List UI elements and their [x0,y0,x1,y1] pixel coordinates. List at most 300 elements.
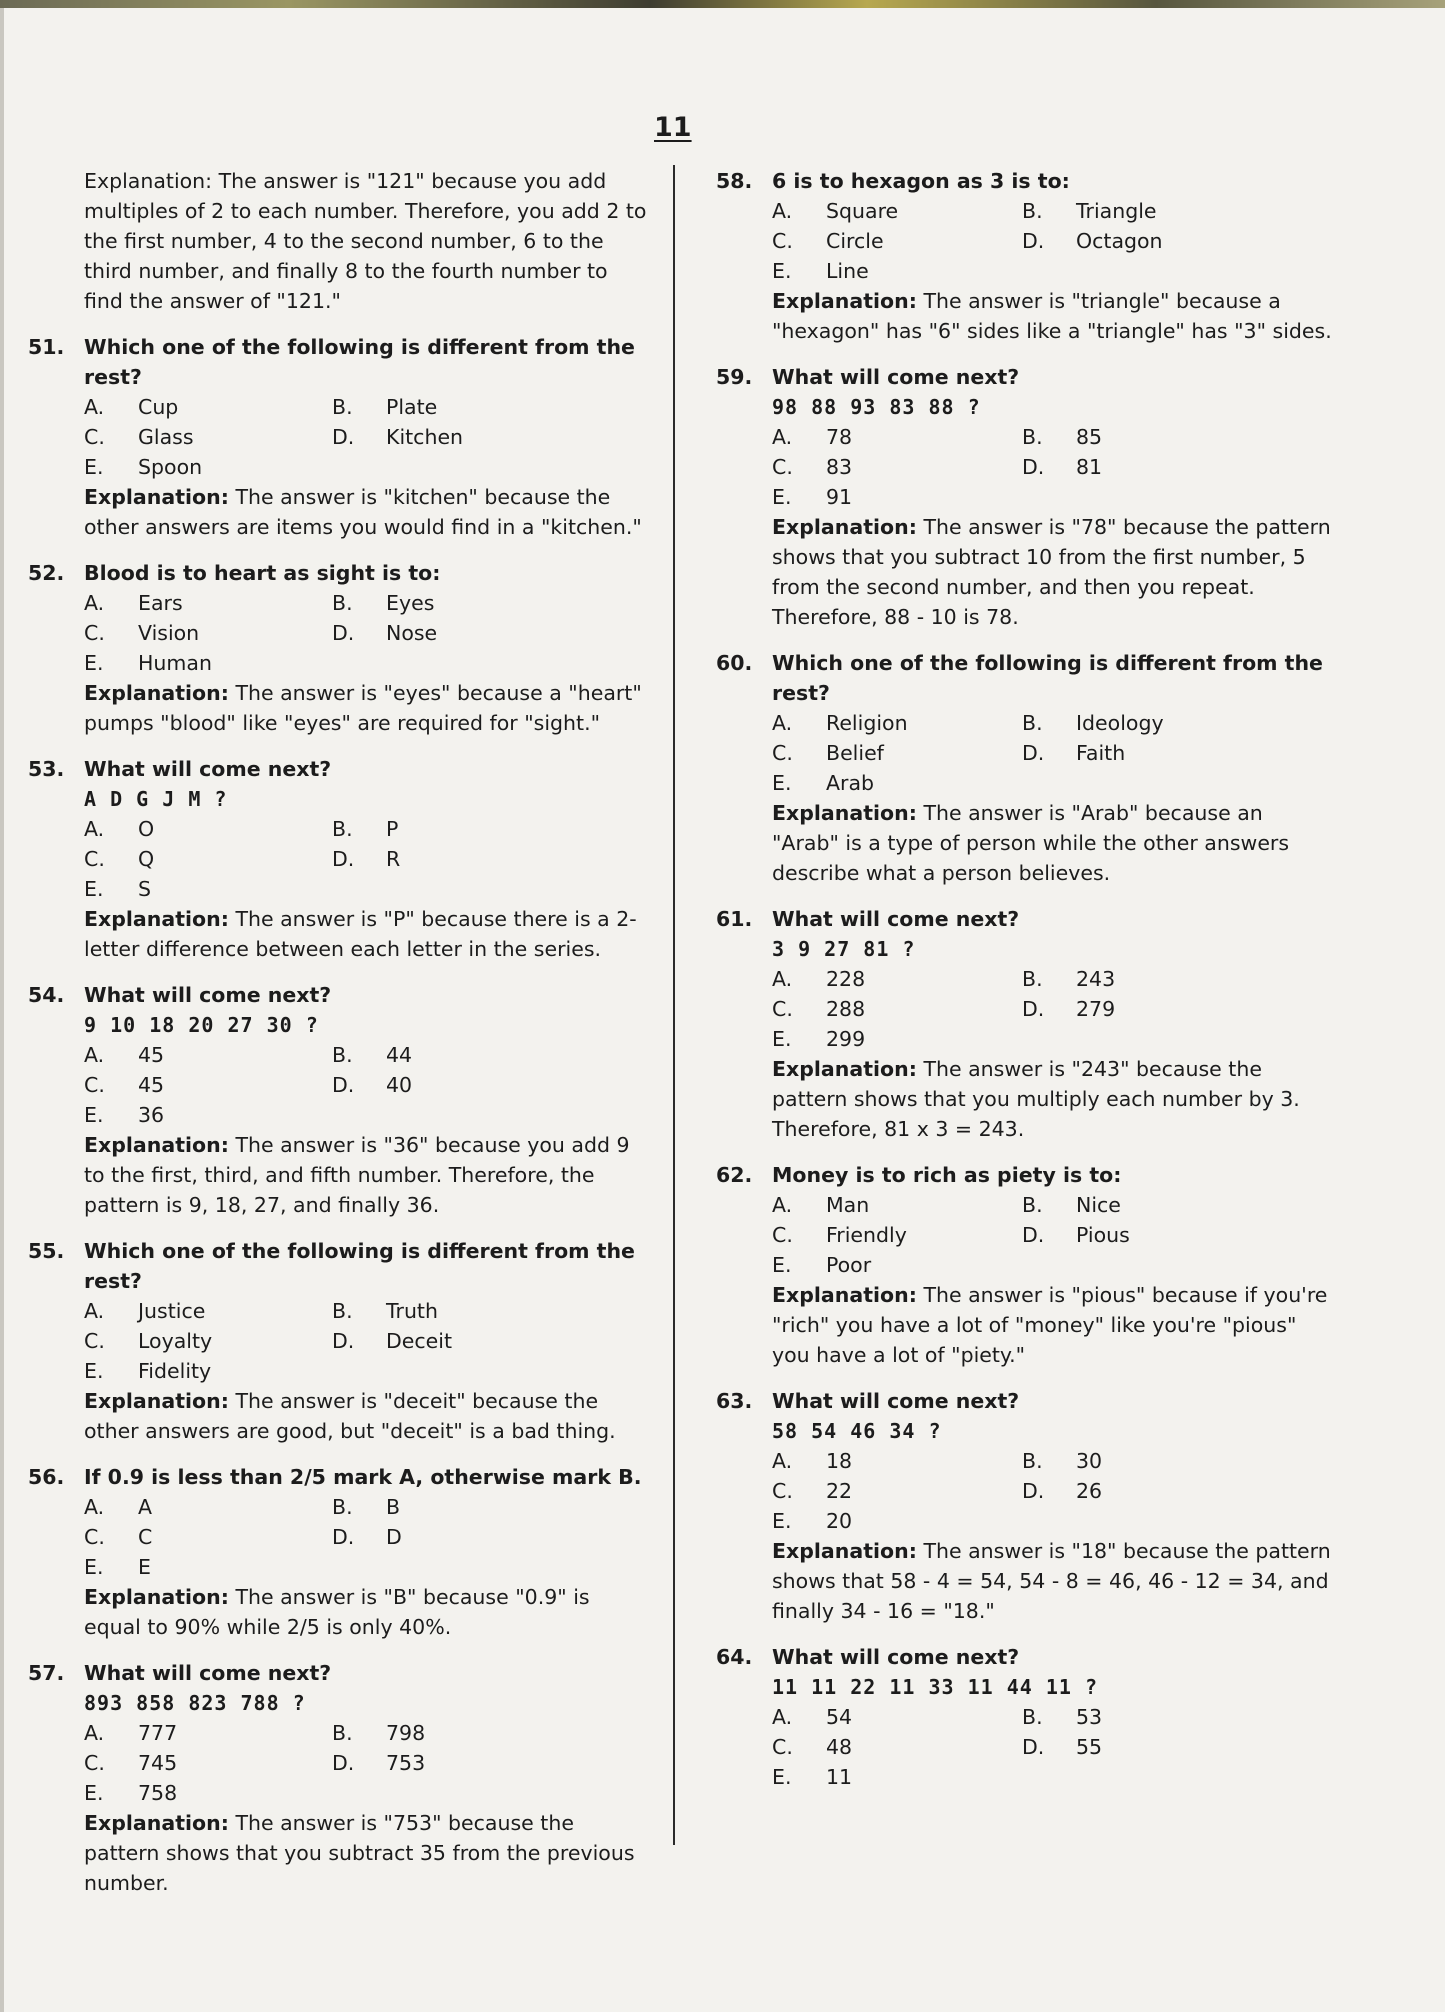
explanation-text: The answer is "36" because you add 9 to the first, third, and fifth number. Therefore, the pattern is 9, 18, 27, and finally 36. [84,1133,630,1217]
question-text: Which one of the following is different from the rest? [772,651,1323,705]
option-text: 279 [1076,997,1116,1021]
option-text: Kitchen [386,425,464,449]
answer-option [332,588,592,618]
option-text: Truth [386,1299,438,1323]
question-text: Money is to rich as piety is to: [772,1163,1122,1187]
question-text: What will come next? [84,757,332,781]
answer-option [772,226,1022,256]
option-text: Religion [826,711,908,735]
option-text: Octagon [1076,229,1163,253]
question-number: 58. [716,169,753,193]
option-letter: D. [332,1525,355,1549]
question-sequence: 58 54 46 34 ? [772,1419,942,1443]
option-text: 85 [1076,425,1103,449]
option-letter: D. [1022,1223,1045,1247]
answer-option [1022,1190,1272,1220]
answer-option [84,452,332,482]
option-letter: B. [1022,425,1043,449]
explanation [716,1536,1336,1626]
explanation-label: Explanation: [772,289,917,313]
option-letter: A. [772,1193,793,1217]
option-letter: B. [1022,711,1043,735]
question-heading [716,904,1336,934]
option-text: 54 [826,1705,853,1729]
question-number: 63. [716,1389,753,1413]
question-sequence: 11 11 22 11 33 11 44 11 ? [772,1675,1099,1699]
option-letter: C. [84,621,105,645]
answer-option [332,392,592,422]
option-letter: C. [84,847,105,871]
answer-option [84,1326,332,1356]
question-number: 56. [28,1465,65,1489]
question-text: 6 is to hexagon as 3 is to: [772,169,1070,193]
lead-explanation: Explanation: The answer is "121" because you add multiples of 2 to each number. Therefore, you add 2 to the first number, 4 to the second number, 6 to the third number, and finally 8 to the fourth number to find the answer of "121." [84,169,647,313]
answer-option [1022,196,1272,226]
option-text: 299 [826,1027,866,1051]
answer-option [772,452,1022,482]
answer-option [84,392,332,422]
option-letter: A. [84,395,105,419]
explanation-label: Explanation: [84,1389,229,1413]
question-text: If 0.9 is less than 2/5 mark A, otherwise mark B. [84,1465,642,1489]
answer-option [332,1718,592,1748]
question-block [716,1160,1336,1370]
answer-option [84,874,332,904]
option-text: Line [826,259,869,283]
answer-options [716,1446,1336,1536]
question-number: 54. [28,983,65,1007]
option-letter: D. [1022,455,1045,479]
answer-option [1022,1702,1272,1732]
explanation-label: Explanation: [84,1811,229,1835]
explanation-label: Explanation: [84,485,229,509]
answer-option [772,1446,1022,1476]
question-block [28,754,650,964]
answer-option [84,1356,332,1386]
option-text: 30 [1076,1449,1103,1473]
option-letter: D. [332,1073,355,1097]
option-text: 753 [386,1751,426,1775]
option-letter: C. [772,229,793,253]
option-text: Deceit [386,1329,453,1353]
answer-option [772,196,1022,226]
option-letter: A. [84,1299,105,1323]
option-text: 44 [386,1043,413,1067]
option-letter: D. [332,847,355,871]
option-text: 53 [1076,1705,1103,1729]
question-number: 64. [716,1645,753,1669]
option-letter: D. [332,621,355,645]
question-text: What will come next? [772,907,1020,931]
answer-option [1022,994,1272,1024]
answer-option [84,422,332,452]
option-text: Plate [386,395,438,419]
explanation-text: The answer is "243" because the pattern shows that you multiply each number by 3. Therefore, 81 x 3 = 243. [772,1057,1300,1141]
option-text: Q [138,847,155,871]
answer-option [772,1506,1022,1536]
option-letter: D. [332,1329,355,1353]
explanation-text: The answer is "triangle" because a "hexagon" has "6" sides like a "triangle" has "3" sides. [772,289,1332,343]
option-text: 288 [826,997,866,1021]
left-question-list [28,332,650,1898]
option-letter: A. [772,711,793,735]
question-sequence: 98 88 93 83 88 ? [772,395,981,419]
answer-options [28,588,650,678]
explanation [28,1808,650,1898]
left-column [28,166,650,1898]
option-letter: B. [1022,1449,1043,1473]
question-text: What will come next? [84,1661,332,1685]
answer-option [332,1326,592,1356]
question-text: What will come next? [84,983,332,1007]
explanation-label: Explanation: [84,681,229,705]
option-letter: D. [1022,229,1045,253]
answer-option [332,1296,592,1326]
question-heading [716,166,1336,196]
option-letter: B. [332,591,353,615]
option-text: Friendly [826,1223,907,1247]
option-text: 91 [826,485,853,509]
option-letter: D. [1022,1479,1045,1503]
option-letter: A. [772,967,793,991]
answer-option [332,844,592,874]
option-text: Vision [138,621,200,645]
explanation [716,798,1336,888]
option-text: 798 [386,1721,426,1745]
answer-option [1022,1476,1272,1506]
answer-option [84,1522,332,1552]
explanation [716,1054,1336,1144]
option-text: 78 [826,425,853,449]
answer-option [772,1220,1022,1250]
right-column [716,166,1336,1792]
question-heading [28,1462,650,1492]
answer-option [772,708,1022,738]
option-text: Glass [138,425,194,449]
option-letter: B. [332,1299,353,1323]
question-heading [28,558,650,588]
answer-option [1022,964,1272,994]
option-letter: B. [1022,1705,1043,1729]
answer-options [28,1492,650,1582]
option-text: Loyalty [138,1329,213,1353]
explanation-text: The answer is "78" because the pattern shows that you subtract 10 from the first number, 5 from the second number, and then you repeat. Therefore, 88 - 10 is 78. [772,515,1331,629]
option-text: 20 [826,1509,853,1533]
question-block [716,166,1336,346]
answer-options [716,422,1336,512]
option-letter: A. [772,425,793,449]
answer-option [84,1492,332,1522]
explanation [716,286,1336,346]
option-text: Square [826,199,899,223]
option-letter: C. [84,1329,105,1353]
option-text: Human [138,651,212,675]
option-text: 243 [1076,967,1116,991]
explanation [28,678,650,738]
option-letter: A. [84,1721,105,1745]
answer-option [332,1040,592,1070]
question-sequence: A D G J M ? [84,787,228,811]
question-block [28,980,650,1220]
option-letter: E. [772,1509,792,1533]
option-letter: D. [1022,741,1045,765]
answer-option [84,1718,332,1748]
explanation-label: Explanation: [772,1283,917,1307]
option-letter: C. [84,1073,105,1097]
answer-option [772,1476,1022,1506]
explanation-text: The answer is "P" because there is a 2-letter difference between each letter in the series. [84,907,637,961]
answer-option [772,422,1022,452]
question-block [28,558,650,738]
answer-option [1022,1220,1272,1250]
answer-option [332,1070,592,1100]
option-text: E [138,1555,151,1579]
option-letter: C. [772,1735,793,1759]
option-letter: E. [772,259,792,283]
question-heading [716,1160,1336,1190]
explanation [28,1130,650,1220]
explanation [28,1386,650,1446]
explanation-label: Explanation: [772,1539,917,1563]
option-text: 758 [138,1781,178,1805]
option-letter: B. [1022,1193,1043,1217]
option-letter: E. [84,651,104,675]
answer-option [772,1732,1022,1762]
option-text: 228 [826,967,866,991]
option-text: R [386,847,401,871]
question-block [28,1236,650,1446]
option-text: 45 [138,1043,165,1067]
question-block [716,904,1336,1144]
explanation-label: Explanation: [84,1585,229,1609]
answer-options [28,392,650,482]
option-letter: E. [772,1765,792,1789]
option-letter: E. [772,1253,792,1277]
answer-option [84,1296,332,1326]
option-letter: E. [84,1781,104,1805]
explanation-text: The answer is "B" because "0.9" is equal to 90% while 2/5 is only 40%. [84,1585,590,1639]
answer-option [772,1190,1022,1220]
option-text: Ears [138,591,183,615]
option-letter: A. [772,199,793,223]
question-block [28,1462,650,1642]
option-text: 777 [138,1721,178,1745]
question-heading [716,1386,1336,1416]
explanation [28,1582,650,1642]
option-letter: C. [772,997,793,1021]
option-letter: E. [772,771,792,795]
question-sequence: 9 10 18 20 27 30 ? [84,1013,319,1037]
question-heading [716,648,1336,708]
answer-option [772,256,1022,286]
answer-options [28,814,650,904]
question-number: 61. [716,907,753,931]
option-text: Poor [826,1253,872,1277]
answer-option [1022,452,1272,482]
answer-option [84,588,332,618]
page-number: 11 [654,112,692,143]
column-divider [673,165,675,1845]
answer-options [28,1040,650,1130]
question-block [28,332,650,542]
answer-option [84,648,332,678]
question-number: 51. [28,335,65,359]
question-number: 60. [716,651,753,675]
option-text: B [386,1495,401,1519]
option-letter: E. [84,1359,104,1383]
question-text: Blood is to heart as sight is to: [84,561,441,585]
option-text: 40 [386,1073,413,1097]
answer-options [716,964,1336,1054]
option-text: 36 [138,1103,165,1127]
answer-option [84,1100,332,1130]
answer-option [772,738,1022,768]
option-letter: C. [772,455,793,479]
answer-options [716,196,1336,286]
option-letter: B. [332,1043,353,1067]
answer-option [332,814,592,844]
question-heading [28,1236,650,1296]
question-block [716,648,1336,888]
question-text: Which one of the following is different from the rest? [84,335,635,389]
option-letter: A. [772,1449,793,1473]
question-number: 57. [28,1661,65,1685]
answer-option [1022,226,1272,256]
answer-option [84,1070,332,1100]
question-text: What will come next? [772,1389,1020,1413]
option-text: Eyes [386,591,435,615]
answer-option [772,1250,1022,1280]
option-text: 22 [826,1479,853,1503]
option-letter: E. [84,877,104,901]
question-heading [28,754,650,784]
answer-option [772,482,1022,512]
option-text: Nice [1076,1193,1121,1217]
explanation-text: The answer is "18" because the pattern shows that 58 - 4 = 54, 54 - 8 = 46, 46 - 12 = 34, and finally 34 - 16 = "18." [772,1539,1331,1623]
option-text: C [138,1525,153,1549]
answer-option [84,1778,332,1808]
answer-option [332,1522,592,1552]
option-text: P [386,817,399,841]
option-text: Man [826,1193,870,1217]
question-text: What will come next? [772,365,1020,389]
answer-option [84,1040,332,1070]
question-number: 55. [28,1239,65,1263]
scan-top-edge [0,0,1445,8]
answer-option [1022,1732,1272,1762]
option-text: Circle [826,229,884,253]
explanation-label: Explanation: [772,801,917,825]
answer-option [772,1024,1022,1054]
explanation-label: Explanation: [772,1057,917,1081]
explanation-text: The answer is "eyes" because a "heart" pumps "blood" like "eyes" are required for "sight." [84,681,642,735]
option-letter: D. [1022,997,1045,1021]
option-letter: B. [332,1495,353,1519]
question-number: 52. [28,561,65,585]
answer-option [332,1748,592,1778]
answer-option [84,1552,332,1582]
option-text: Pious [1076,1223,1130,1247]
option-letter: B. [1022,967,1043,991]
option-letter: E. [772,485,792,509]
scan-left-edge [0,8,4,2012]
question-heading [28,980,650,1010]
answer-options [716,1702,1336,1792]
explanation-text: The answer is "pious" because if you're "rich" you have a lot of "money" like you're "pious" you have a lot of "piety." [772,1283,1328,1367]
option-letter: E. [772,1027,792,1051]
option-text: 48 [826,1735,853,1759]
option-text: Nose [386,621,438,645]
option-letter: C. [772,1223,793,1247]
question-heading [716,362,1336,392]
option-letter: C. [84,1751,105,1775]
answer-options [716,1190,1336,1280]
option-letter: D. [1022,1735,1045,1759]
explanation-text: The answer is "753" because the pattern shows that you subtract 35 from the previous number. [84,1811,635,1895]
explanation [716,1280,1336,1370]
explanation-text: The answer is "kitchen" because the other answers are items you would find in a "kitchen." [84,485,642,539]
option-text: O [138,817,155,841]
question-text: What will come next? [772,1645,1020,1669]
option-text: Justice [138,1299,206,1323]
question-heading [28,1658,650,1688]
question-block [716,1386,1336,1626]
question-sequence: 3 9 27 81 ? [772,937,916,961]
option-letter: B. [332,1721,353,1745]
question-sequence: 893 858 823 788 ? [84,1691,306,1715]
option-text: Belief [826,741,884,765]
question-heading [28,332,650,392]
option-text: Fidelity [138,1359,212,1383]
option-text: 83 [826,455,853,479]
option-text: 45 [138,1073,165,1097]
option-letter: C. [772,741,793,765]
answer-option [1022,708,1272,738]
explanation-label: Explanation: [84,1133,229,1157]
answer-option [772,964,1022,994]
option-text: Spoon [138,455,203,479]
option-letter: E. [84,1103,104,1127]
option-letter: A. [84,1043,105,1067]
option-text: 81 [1076,455,1103,479]
answer-option [772,1702,1022,1732]
answer-option [332,1492,592,1522]
option-text: 745 [138,1751,178,1775]
option-text: 55 [1076,1735,1103,1759]
answer-option [1022,738,1272,768]
option-letter: B. [332,817,353,841]
answer-option [84,1748,332,1778]
option-letter: D. [332,1751,355,1775]
explanation-text: The answer is "Arab" because an "Arab" is a type of person while the other answers describe what a person believes. [772,801,1290,885]
answer-option [84,618,332,648]
explanation [28,482,650,542]
answer-option [1022,422,1272,452]
option-letter: A. [84,817,105,841]
explanation [716,512,1336,632]
question-heading [716,1642,1336,1672]
option-letter: A. [84,1495,105,1519]
question-number: 53. [28,757,65,781]
option-letter: B. [1022,199,1043,223]
option-letter: D. [332,425,355,449]
answer-option [84,844,332,874]
option-letter: A. [84,591,105,615]
question-block [716,362,1336,632]
option-letter: B. [332,395,353,419]
answer-option [84,814,332,844]
answer-option [1022,1446,1272,1476]
